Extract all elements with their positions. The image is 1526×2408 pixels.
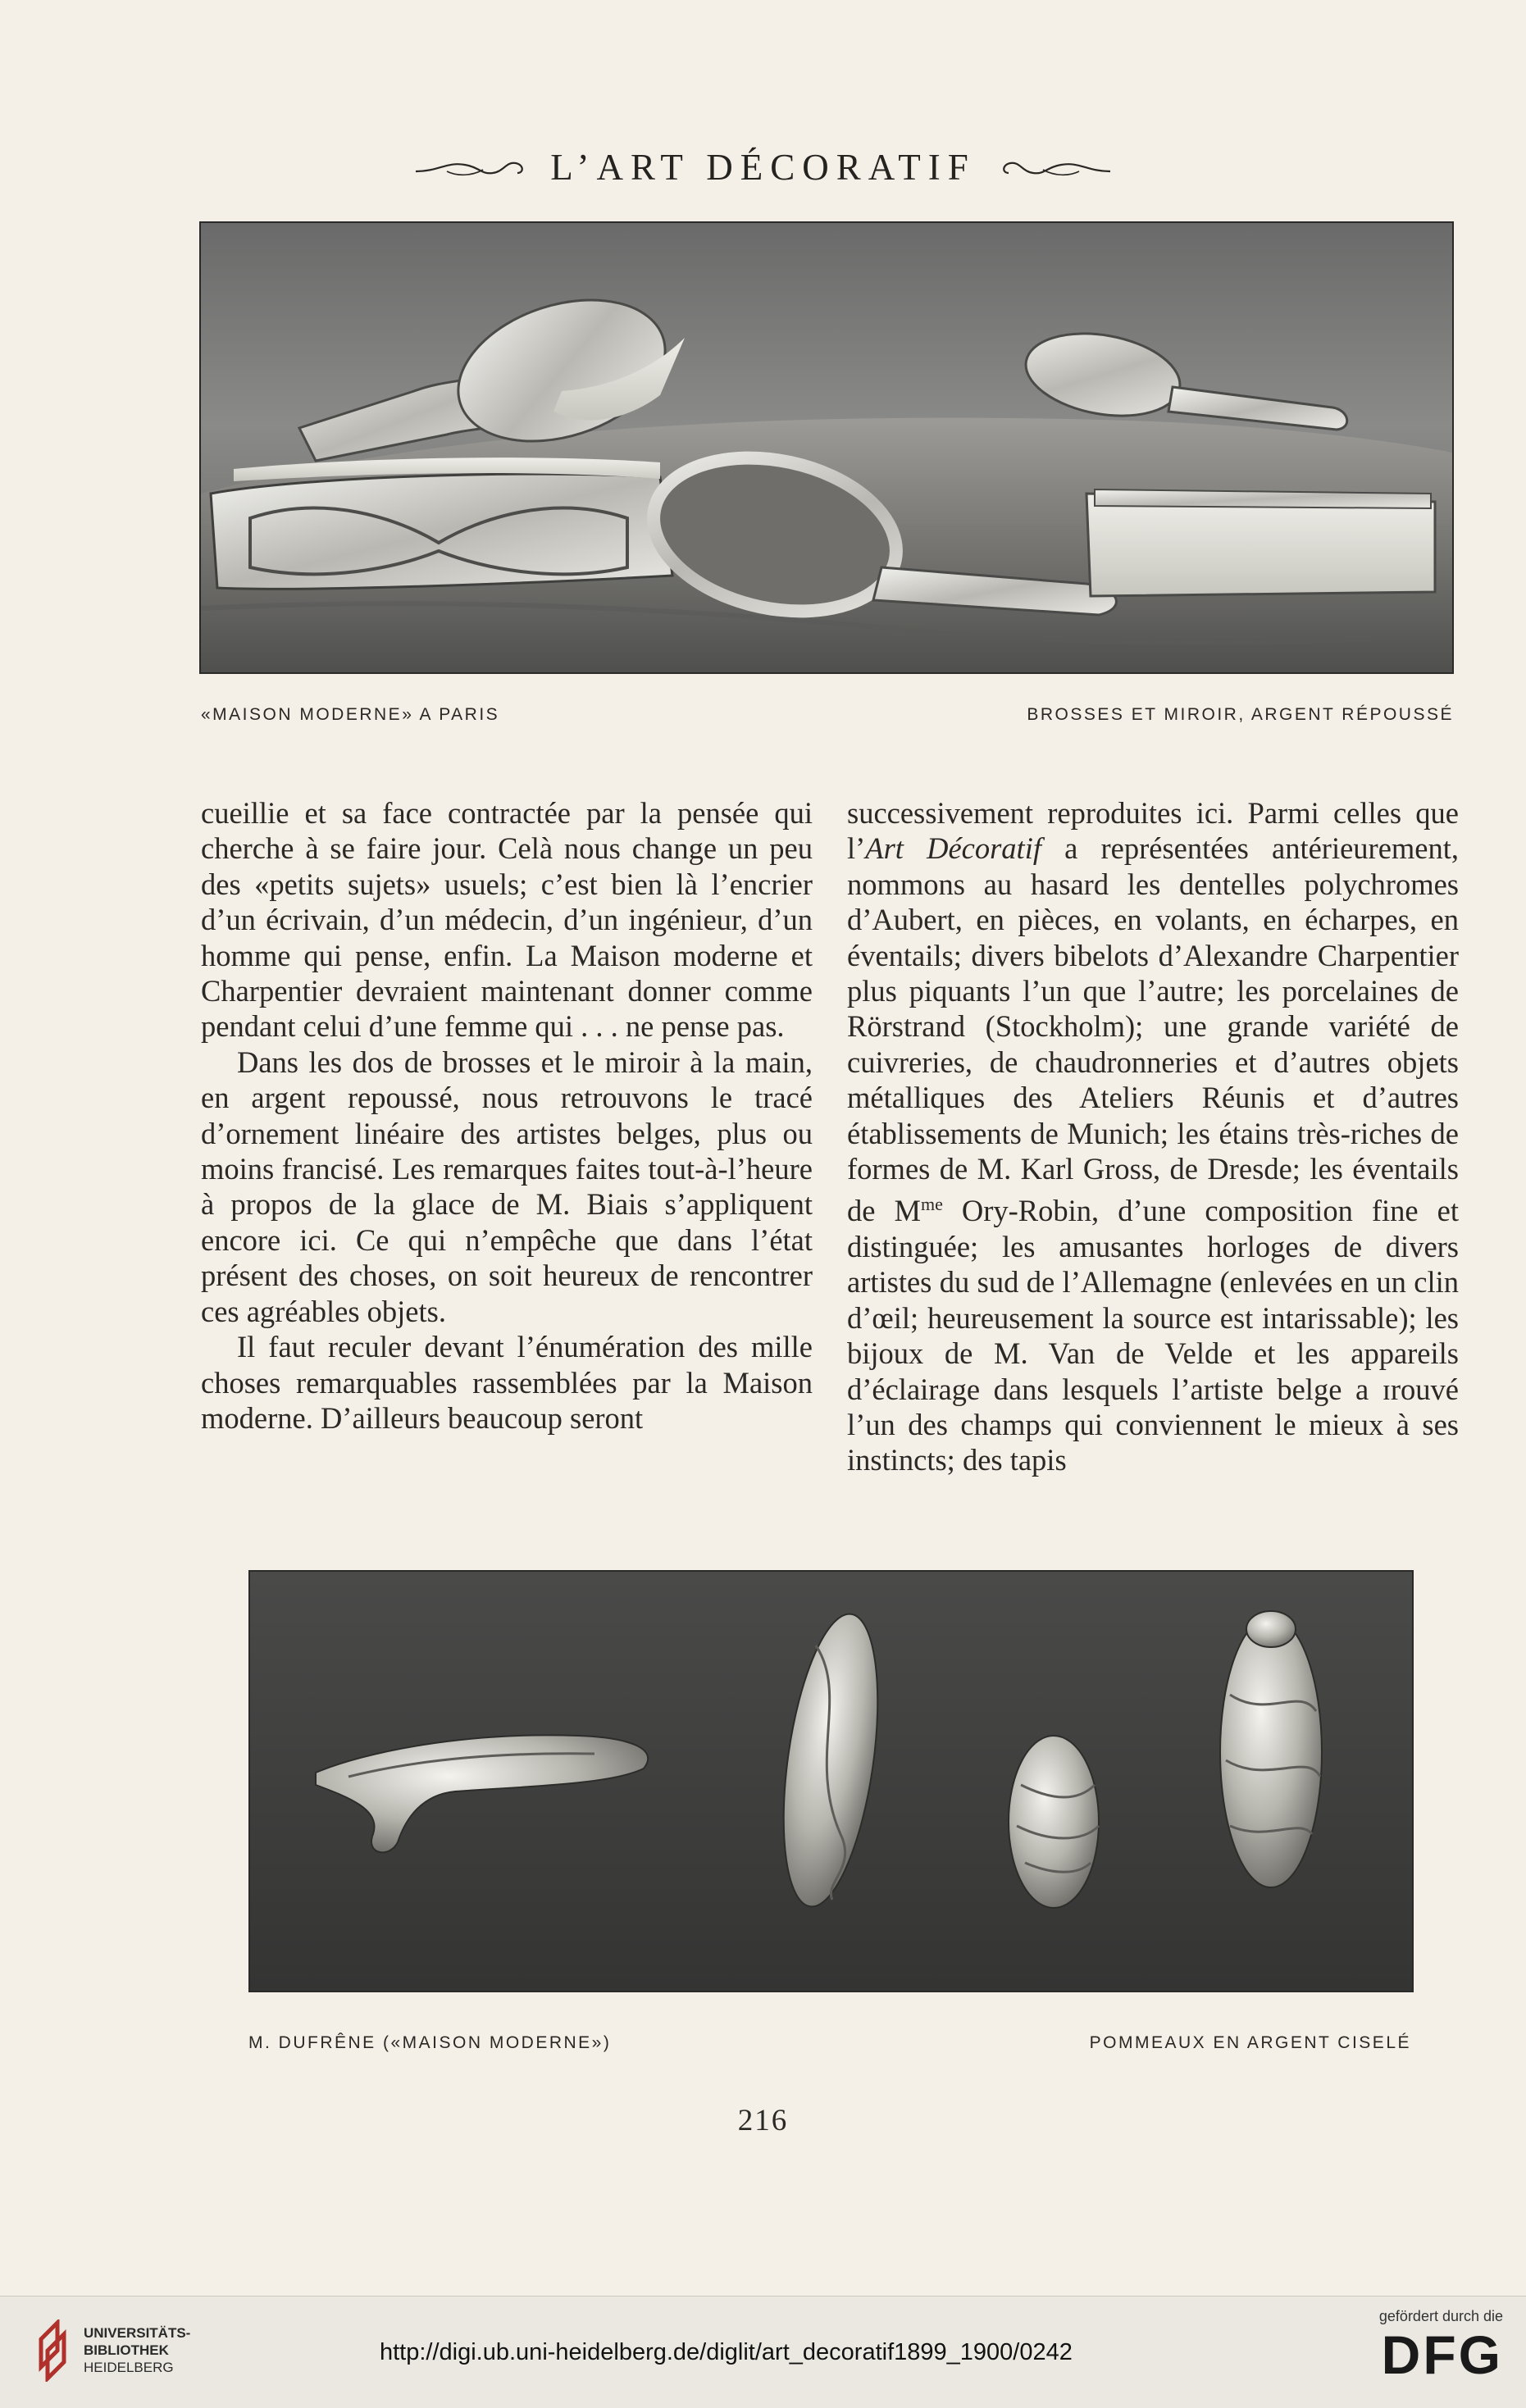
- text-column-left: [201, 795, 813, 1436]
- running-head: [0, 146, 1526, 189]
- university-library-logo[interactable]: [33, 2315, 191, 2388]
- text-run: a représentées antérieurement, nommons au hasard les dentelles polychromes d’Aubert, en pièces, en volants, en écharpes, en éventails; divers bibelots d’Alexandre Charpentier plus piquants l’un que l’autre; les porcelaines de Rörstrand (Stockholm); une grande variété de cuivreries, de chaudronneries et d’autres objets métalliques des Ateliers Réunis et d’autres établissements de Munich; les étains très-riches de formes de M. Karl Gross, de Dresde; les éventails de M: [847, 831, 1460, 1228]
- plate-brushes-mirror-photo: [199, 221, 1454, 674]
- paragraph: cueillie et sa face contractée par la pensée qui cherche à se faire jour. Celà nous change un peu des «petits sujets» usuels; c’est bien là l’encrier d’un écrivain, d’un médecin, d’un ingénieur, d’un homme qui pense, enfin. La Maison moderne et Charpentier devraient maintenant donner comme pendant celui d’une femme qui . . . ne pense pas.: [201, 796, 813, 1044]
- library-emblem-icon: [33, 2319, 72, 2382]
- library-line: HEIDELBERG: [84, 2360, 174, 2375]
- paragraph: Il faut reculer devant l’énumération des mille choses remarquables rassemblées par la Maison moderne. D’ailleurs beaucoup seront: [201, 1330, 813, 1435]
- dfg-logo-icon: DFG: [1381, 2324, 1503, 2385]
- plate-silver-knobs-photo: [248, 1570, 1414, 1992]
- plate-2-caption-right: POMMEAUX EN ARGENT CISELÉ: [1089, 2033, 1411, 2052]
- running-title: L’ART DÉCORATIF: [550, 147, 976, 188]
- text-column-right: [847, 795, 1459, 1478]
- paragraph: [847, 795, 1459, 1478]
- plate-1-caption-right: BROSSES ET MIROIR, ARGENT RÉPOUSSÉ: [1027, 705, 1454, 724]
- plate-2-caption-left: M. DUFRÊNE («MAISON MODERNE»): [248, 2033, 612, 2052]
- digitization-footer: [0, 2296, 1526, 2408]
- sponsor-note: gefördert durch die: [1378, 2308, 1503, 2324]
- text-run: successivement reproduites ici. Parmi celles que l’: [847, 796, 1459, 866]
- left-flourish-ornament: [414, 155, 529, 180]
- text-run: Ory-Robin, d’une composition fine et distinguée; les amusantes horloges de divers artistes du sud de l’Allemagne (enlevées en un clin d’œil; heureusement la source est intarissable); les bijoux de M. Van de Velde et les appareils d’éclairage dans lesquels l’artiste belge a ɪrouvé l’un des champs qui conviennent le mieux à ses instincts; des tapis: [847, 1194, 1459, 1477]
- permalink-url[interactable]: http://digi.ub.uni-heidelberg.de/diglit/art_decoratif1899_1900/0242: [380, 2339, 1073, 2365]
- right-flourish-ornament: [997, 155, 1112, 180]
- page-number: 216: [737, 2104, 789, 2137]
- plate-1-caption-left: «MAISON MODERNE» A PARIS: [201, 705, 500, 724]
- superscript: me: [920, 1194, 943, 1215]
- paragraph: Dans les dos de brosses et le miroir à la main, en argent repoussé, nous retrouvons le tracé d’ornement linéaire des artistes belges, plus ou moins francisé. Les remarques faites tout-à-l’heure à propos de la glace de M. Biais s’appliquent encore ici. Ce qui n’empêche que dans l’état présent des choses, on soit heureux de rencontrer ces agréables objets.: [201, 1045, 813, 1328]
- italic-title: Art Décoratif: [865, 831, 1041, 866]
- dfg-sponsor[interactable]: [1379, 2308, 1503, 2384]
- library-line: BIBLIOTHEK: [84, 2342, 169, 2358]
- library-line: UNIVERSITÄTS-: [84, 2325, 191, 2341]
- library-name: [84, 2324, 190, 2376]
